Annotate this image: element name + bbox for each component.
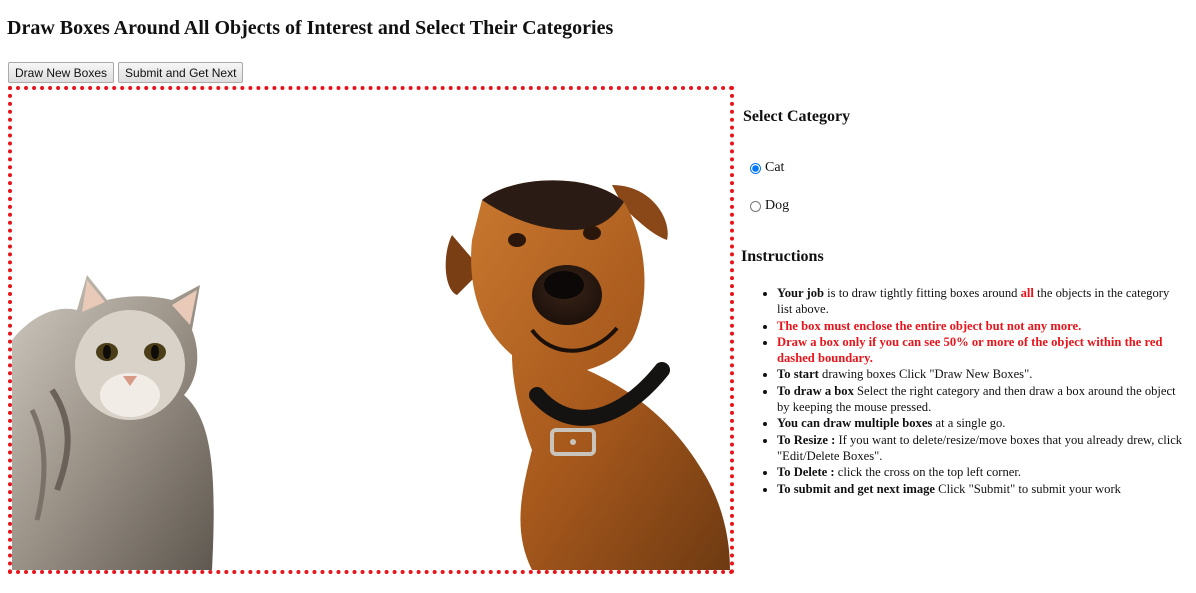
list-item [777, 464, 1186, 480]
submit-and-get-next-button[interactable]: Submit and Get Next [118, 62, 243, 83]
dog-label: Dog [765, 198, 790, 213]
dog-radio-button[interactable] [750, 201, 761, 212]
instruction-multi-bold: You can draw multiple boxes [777, 416, 933, 431]
instruction-job-text-2: the objects in the category list above. [777, 286, 1170, 317]
instruction-fifty-percent: Draw a box only if you can see 50% or more of the object within the red dashed boundary. [777, 334, 1163, 366]
instruction-job-text: is to draw tightly fitting boxes around [824, 286, 1021, 300]
toolbar [8, 62, 243, 83]
instructions-list [741, 285, 1186, 497]
list-item [777, 334, 1186, 367]
instruction-draw-text: Select the right category and then draw a box around the object by keeping the mouse pressed. [777, 383, 1176, 415]
instruction-enclose: The box must enclose the entire object but not any more. [777, 318, 1082, 333]
instruction-draw-bold: To draw a box [777, 383, 854, 398]
list-item [777, 481, 1186, 497]
category-option-cat[interactable] [750, 160, 784, 176]
instruction-resize-text: If you want to delete/resize/move boxes that you already drew, click "Edit/Delete Boxes". [777, 432, 1183, 463]
cat-radio-button[interactable] [750, 163, 761, 174]
list-item [777, 318, 1186, 334]
photo-cat-and-dog [12, 90, 730, 570]
list-item [777, 415, 1186, 431]
instruction-delete-text: click the cross on the top left corner. [834, 465, 1021, 480]
list-item [777, 432, 1186, 465]
instruction-submit-bold: To submit and get next image [777, 481, 936, 496]
instruction-delete-bold: To Delete : [777, 465, 835, 480]
instruction-submit-text: Click "Submit" to submit your work [935, 481, 1121, 496]
category-option-dog[interactable] [750, 198, 789, 214]
list-item [777, 366, 1186, 382]
instruction-resize-bold: To Resize : [777, 432, 836, 447]
annotation-canvas[interactable] [8, 86, 734, 574]
list-item [777, 285, 1186, 318]
cat-figure [12, 275, 214, 570]
instructions-heading: Instructions [741, 248, 824, 265]
list-item [777, 383, 1186, 416]
select-category-heading: Select Category [743, 108, 851, 125]
dog-figure [446, 180, 730, 570]
instruction-start-text: drawing boxes Click "Draw New Boxes". [818, 367, 1033, 382]
draw-new-boxes-button[interactable]: Draw New Boxes [8, 62, 114, 83]
instruction-job-bold: Your job [777, 286, 825, 300]
instruction-multi-text: at a single go. [932, 416, 1006, 431]
instruction-start-bold: To start [777, 367, 819, 382]
cat-label: Cat [765, 160, 785, 175]
page-title: Draw Boxes Around All Objects of Interest and Select Their Categories [7, 17, 614, 39]
instruction-job-all: all [1020, 286, 1034, 300]
